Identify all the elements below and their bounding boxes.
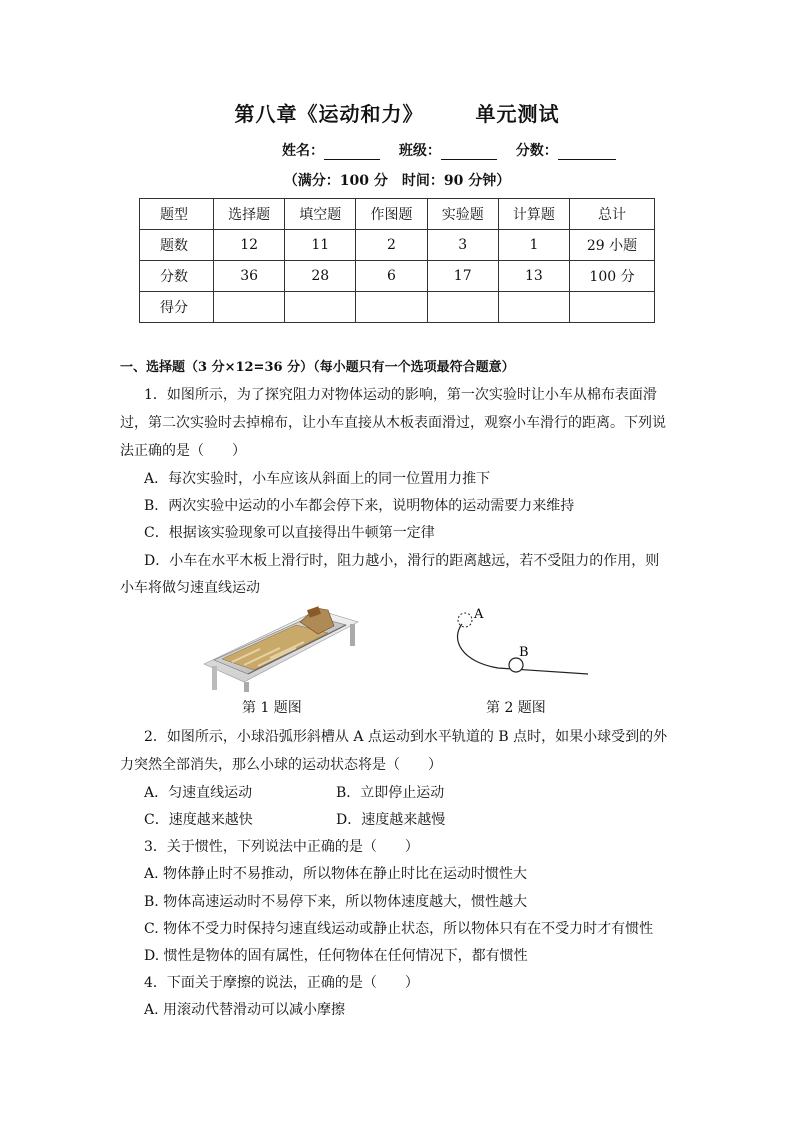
table-cell: 总计 bbox=[570, 199, 655, 230]
q1-option-c: C．根据该实验现象可以直接得出牛顿第一定律 bbox=[144, 525, 435, 541]
table-cell: 填空题 bbox=[285, 199, 356, 230]
table-cell: 100 分 bbox=[570, 261, 655, 292]
score-label: 分数： bbox=[515, 143, 558, 159]
table-cell: 2 bbox=[356, 230, 427, 261]
label-a: A bbox=[474, 607, 484, 622]
q2-stem-line2: 力突然全部消失，那么小球的运动状态将是（ ） bbox=[120, 757, 442, 773]
table-cell: 1 bbox=[498, 230, 569, 261]
table-cell: 11 bbox=[285, 230, 356, 261]
q2-option-b: B．立即停止运动 bbox=[336, 785, 445, 801]
q3-stem: 3．关于惯性，下列说法中正确的是（ ） bbox=[144, 839, 419, 855]
table-cell: 作图题 bbox=[356, 199, 427, 230]
table-cell: 17 bbox=[427, 261, 498, 292]
table-row bbox=[140, 230, 655, 261]
q1-stem-line3: 法正确的是（ ） bbox=[120, 443, 246, 459]
table-cell: 12 bbox=[214, 230, 285, 261]
figure-2-caption: 第 2 题图 bbox=[486, 700, 546, 716]
table-cell: 题数 bbox=[140, 230, 214, 261]
figure-1-incline-illustration bbox=[200, 602, 360, 692]
table-cell: 13 bbox=[498, 261, 569, 292]
table-row bbox=[140, 292, 655, 323]
score-table bbox=[139, 198, 655, 323]
score-input-cell[interactable] bbox=[498, 292, 569, 323]
score-blank[interactable] bbox=[558, 159, 616, 160]
table-cell: 选择题 bbox=[214, 199, 285, 230]
q4-option-a: A. 用滚动代替滑动可以减小摩擦 bbox=[144, 1002, 346, 1018]
q2-option-d: D．速度越来越慢 bbox=[336, 812, 446, 828]
q3-option-d: D. 惯性是物体的固有属性，任何物体在任何情况下，都有惯性 bbox=[144, 948, 528, 964]
table-cell: 计算题 bbox=[498, 199, 569, 230]
table-row bbox=[140, 261, 655, 292]
figure-1-caption: 第 1 题图 bbox=[242, 700, 302, 716]
table-cell: 3 bbox=[427, 230, 498, 261]
table-cell: 29 小题 bbox=[570, 230, 655, 261]
name-label: 姓名： bbox=[282, 143, 324, 159]
title-main: 第八章《运动和力》 bbox=[234, 102, 424, 126]
table-cell: 分数 bbox=[140, 261, 214, 292]
q2-stem-line1: 2．如图所示，小球沿弧形斜槽从 A 点运动到水平轨道的 B 点时，如果小球受到的外 bbox=[144, 729, 668, 745]
title-suffix: 单元测试 bbox=[475, 102, 560, 126]
table-cell: 36 bbox=[214, 261, 285, 292]
q3-option-b: B. 物体高速运动时不易停下来，所以物体速度越大，惯性越大 bbox=[144, 894, 528, 910]
q1-option-a: A．每次实验时，小车应该从斜面上的同一位置用力推下 bbox=[144, 471, 491, 487]
table-cell: 6 bbox=[356, 261, 427, 292]
exam-subtitle: （满分：100 分 时间：90 分钟） bbox=[283, 173, 511, 189]
class-label: 班级： bbox=[398, 143, 441, 159]
table-cell: 28 bbox=[285, 261, 356, 292]
ball-a-icon bbox=[458, 613, 472, 627]
score-input-cell[interactable] bbox=[285, 292, 356, 323]
score-input-cell[interactable] bbox=[214, 292, 285, 323]
q2-option-a: A．匀速直线运动 bbox=[144, 785, 253, 801]
q4-stem: 4．下面关于摩擦的说法，正确的是（ ） bbox=[144, 975, 419, 991]
ball-b-icon bbox=[509, 658, 523, 672]
q1-option-d-line1: D．小车在水平木板上滑行时，阻力越小，滑行的距离越远，若不受阻力的作用，则 bbox=[144, 553, 660, 569]
section-heading: 一、选择题（3 分×12=36 分）（每小题只有一个选项最符合题意） bbox=[120, 360, 515, 375]
q1-option-b: B．两次实验中运动的小车都会停下来，说明物体的运动需要力来维持 bbox=[144, 498, 575, 514]
q1-stem-line1: 1．如图所示，为了探究阻力对物体运动的影响，第一次实验时让小车从棉布表面滑 bbox=[144, 387, 657, 403]
student-info bbox=[282, 140, 616, 160]
q3-option-a: A. 物体静止时不易推动，所以物体在静止时比在运动时惯性大 bbox=[144, 866, 528, 882]
q1-stem-line2: 过，第二次实验时去掉棉布，让小车直接从木板表面滑过，观察小车滑行的距离。下列说 bbox=[120, 415, 666, 431]
q1-option-d-line2: 小车将做匀速直线运动 bbox=[120, 580, 260, 596]
name-blank[interactable] bbox=[324, 159, 380, 160]
q2-option-c: C．速度越来越快 bbox=[144, 812, 253, 828]
table-cell: 题型 bbox=[140, 199, 214, 230]
figure-2-track-diagram bbox=[440, 600, 600, 685]
score-input-cell[interactable] bbox=[356, 292, 427, 323]
table-header-row bbox=[140, 199, 655, 230]
score-input-cell[interactable] bbox=[570, 292, 655, 323]
q3-option-c: C. 物体不受力时保持匀速直线运动或静止状态，所以物体只有在不受力时才有惯性 bbox=[144, 921, 654, 937]
score-input-cell[interactable] bbox=[427, 292, 498, 323]
table-cell: 得分 bbox=[140, 292, 214, 323]
label-b: B bbox=[519, 645, 529, 660]
page-title bbox=[0, 98, 794, 127]
table-cell: 实验题 bbox=[427, 199, 498, 230]
class-blank[interactable] bbox=[441, 159, 497, 160]
